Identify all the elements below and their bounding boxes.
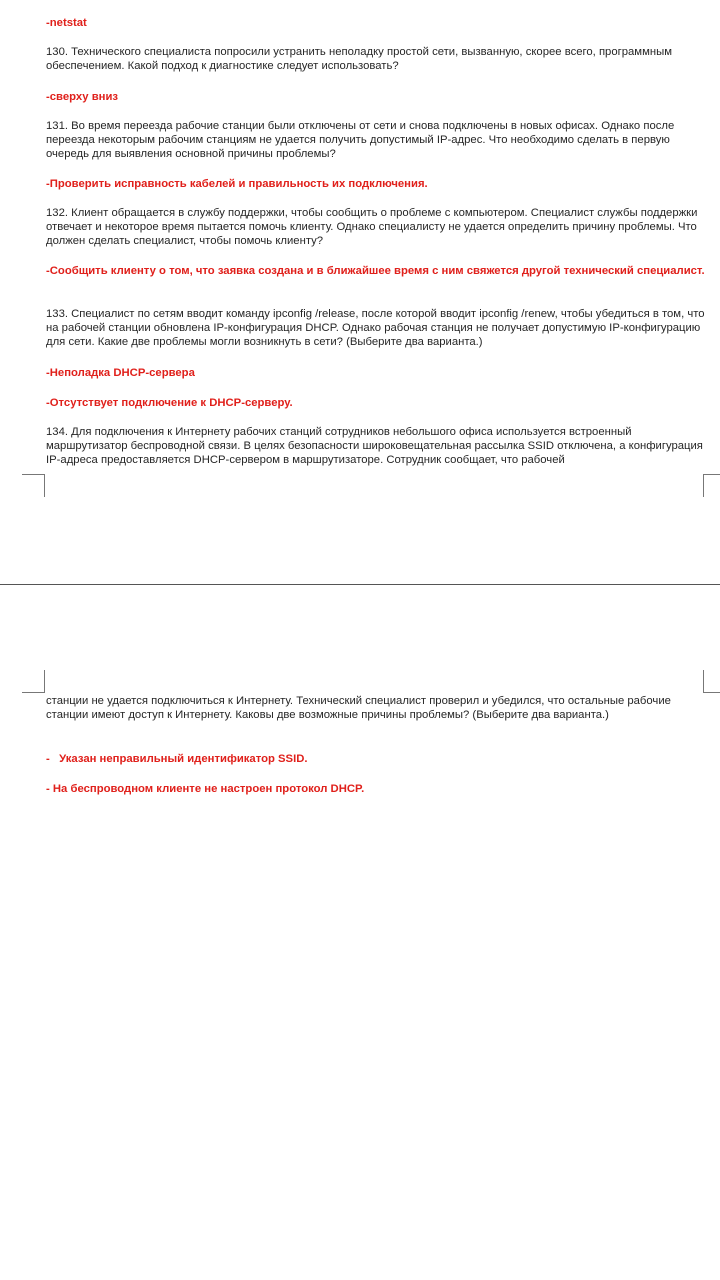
question-132: 132. Клиент обращается в службу поддержки, чтобы сообщить о проблеме с компьютером. Специалист службы поддержки отвечает и некоторое время пытается помочь клиенту. Однако специалисту не удается определить причину проблемы. Что должен сделать специалист, чтобы помочь клиенту?	[46, 207, 698, 248]
answer-131: -Проверить исправность кабелей и правильность их подключения.	[46, 178, 428, 190]
answer-netstat: -netstat	[46, 17, 87, 29]
page-margin-corner-mark	[22, 670, 45, 693]
answer-130: -сверху вниз	[46, 91, 119, 103]
page-margin-corner-mark	[703, 670, 720, 693]
answer-133-1: -Неполадка DHCP-сервера	[46, 367, 195, 379]
question-133: 133. Специалист по сетям вводит команду ipconfig /release, после которой вводит ipconfig /renew, чтобы убедиться в том, что на рабочей станции обновлена IP-конфигурация DHCP. Однако рабочая станция не получает допустимую IP-конфигурацию для сети. Какие две проблемы могли возникнуть в сети? (Выберите два варианта.)	[46, 308, 705, 349]
answer-134-1: - Указан неправильный идентификатор SSID.	[46, 753, 308, 765]
question-134-part-2: станции не удается подключиться к Интернету. Технический специалист проверил и убедился, что остальные рабочие станции имеют доступ к Интернету. Каковы две возможные причины проблемы? (Выберите два варианта.)	[46, 695, 671, 722]
answer-134-2: - На беспроводном клиенте не настроен протокол DHCP.	[46, 783, 365, 795]
page-margin-corner-mark	[22, 474, 45, 497]
question-134-part-1: 134. Для подключения к Интернету рабочих станций сотрудников небольшого офиса используется встроенный маршрутизатор беспроводной связи. В целях безопасности широковещательная рассылка SSID отключена, а конфигурация IP-адреса предоставляется DHCP-сервером в маршрутизаторе. Сотрудник сообщает, что рабочей	[46, 426, 703, 467]
answer-133-2: -Отсутствует подключение к DHCP-серверу.	[46, 397, 293, 409]
question-131: 131. Во время переезда рабочие станции были отключены от сети и снова подключены в новых офисах. Однако после переезда некоторым рабочим станциям не удается получить допустимый IP-адрес. Что необходимо сделать в первую очередь для выявления основной причины проблемы?	[46, 120, 675, 161]
question-130: 130. Технического специалиста попросили устранить неполадку простой сети, вызванную, скорее всего, программным обеспечением. Какой подход к диагностике следует использовать?	[46, 46, 672, 73]
document-page-2	[0, 585, 720, 1280]
page-margin-corner-mark	[703, 474, 720, 497]
document-page-1	[0, 0, 720, 584]
answer-132: -Сообщить клиенту о том, что заявка создана и в ближайшее время с ним свяжется другой технический специалист.	[46, 265, 705, 277]
